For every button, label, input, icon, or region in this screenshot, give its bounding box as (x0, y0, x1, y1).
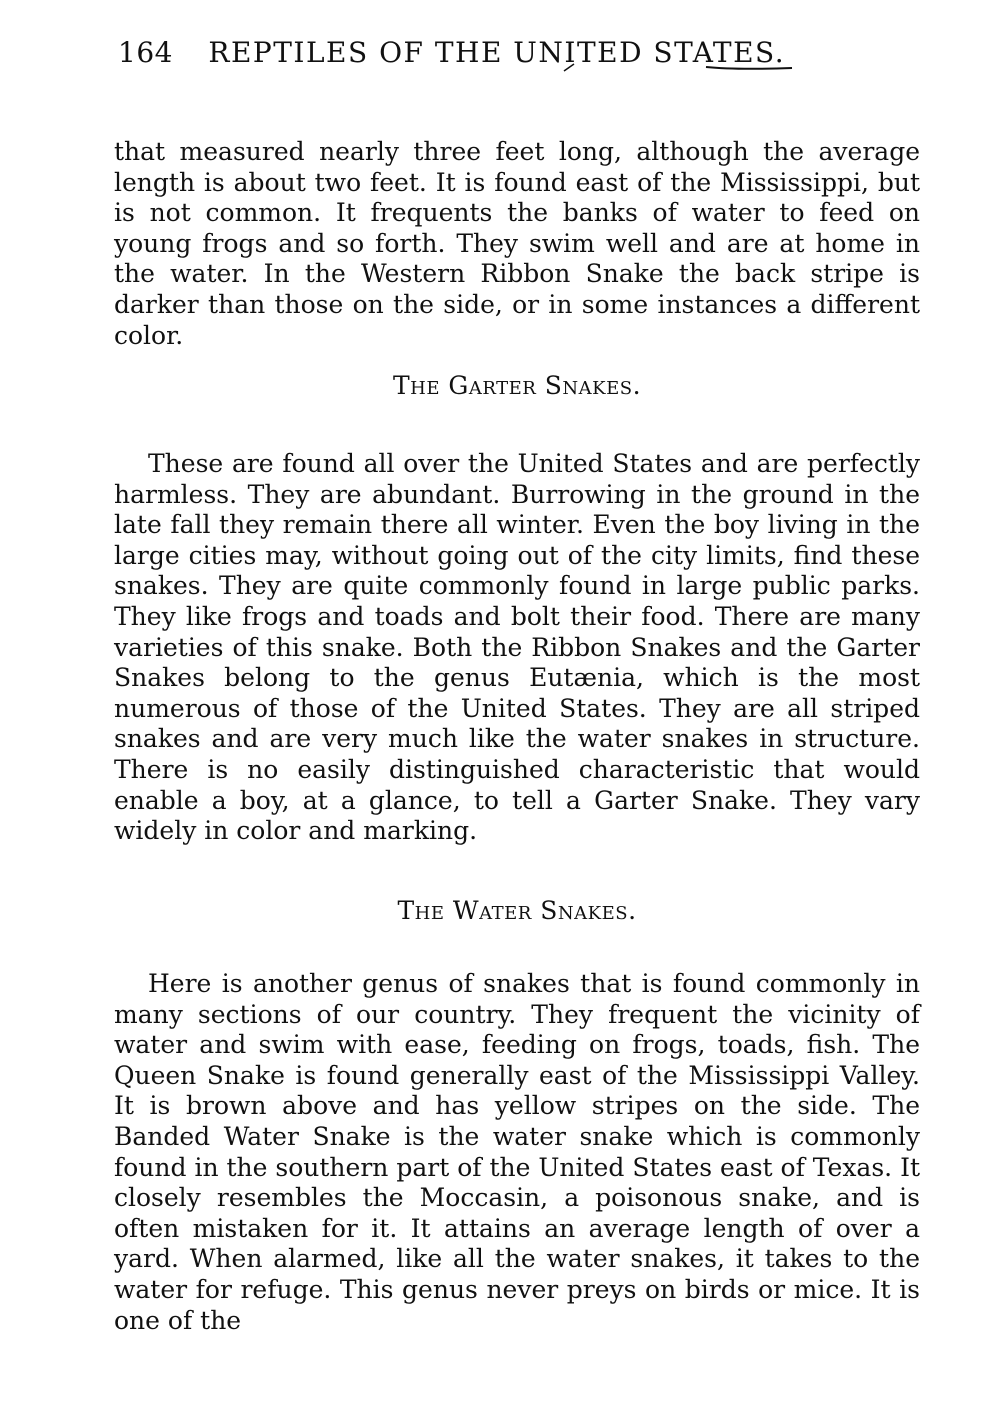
section-heading-water-snakes: The Water Snakes. (397, 896, 637, 925)
page-number: 164 (118, 36, 173, 69)
paragraph-garter-snakes: These are found all over the United States and are perfectly harmless. They are abundant. Burrowing in the ground in the late fall they remain there all winter. Even the boy living in the large cities may, without going out of the city limits, find these snakes. They are quite commonly found in large public parks. They like frogs and toads and bolt their food. There are many varieties of this snake. Both the Ribbon Snakes and the Garter Snakes belong to the genus Eutænia, which is the most numerous of those of the United States. They are all striped snakes and are very much like the water snakes in structure. There is no easily distinguished characteristic that would enable a boy, at a glance, to tell a Garter Snake. They vary widely in color and marking. (114, 449, 920, 846)
paragraph-ribbon-snake-continued: that measured nearly three feet long, although the average length is about two feet. It is found east of the Mississippi, but is not common. It frequents the banks of water to feed on young frogs and so forth. They swim well and are at home in the water. In the Western Ribbon Snake the back stripe is darker than those on the side, or in some instances a different color. (114, 137, 920, 350)
section-heading-garter-snakes: The Garter Snakes. (392, 371, 642, 400)
paragraph-water-snakes: Here is another genus of snakes that is found commonly in many sections of our country. They frequent the vicinity of water and swim with ease, feeding on frogs, toads, fish. The Queen Snake is found generally east of the Mississippi Valley. It is brown above and has yellow stripes on the side. The Banded Water Snake is the water snake which is commonly found in the southern part of the United States east of Texas. It closely resembles the Moccasin, a poisonous snake, and is often mistaken for it. It attains an average length of over a yard. When alarmed, like all the water snakes, it takes to the water for refuge. This genus never preys on birds or mice. It is one of the (114, 969, 920, 1335)
running-head (118, 36, 838, 76)
ink-smudge (556, 58, 796, 72)
running-title: REPTILES OF THE UNITED STATES. (208, 36, 786, 69)
